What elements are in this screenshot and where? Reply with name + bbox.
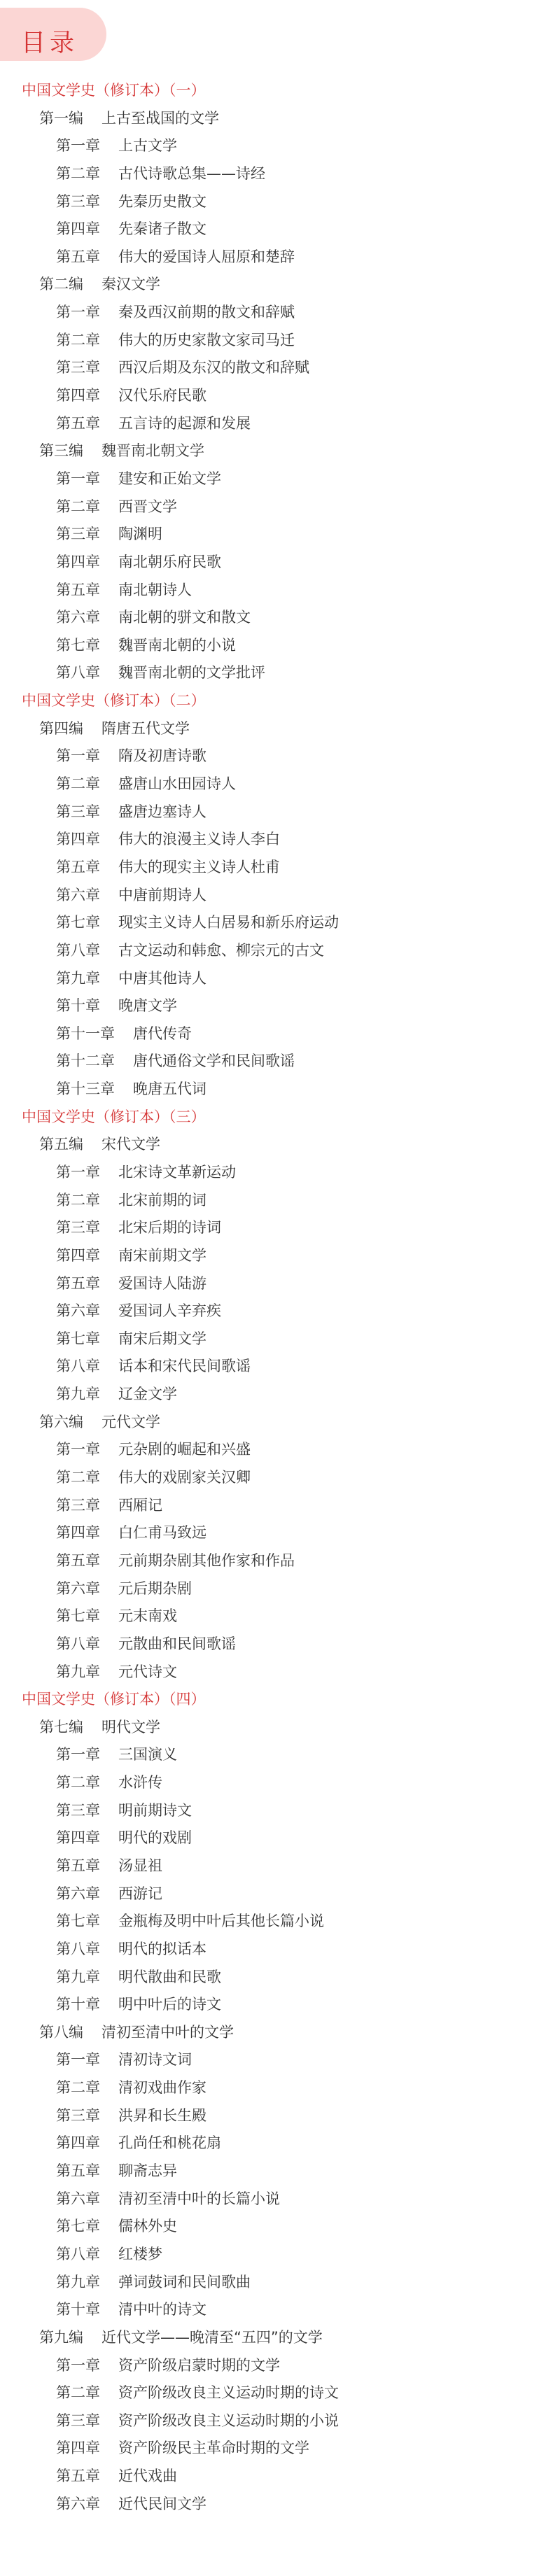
- toc-chapter-item[interactable]: [0, 1741, 553, 1769]
- toc-item-number: 第二章: [56, 1469, 100, 1486]
- toc-item-label: 明代的拟话本: [118, 1940, 206, 1957]
- toc-item-number: 第一编: [39, 109, 83, 127]
- toc-chapter-item[interactable]: [0, 826, 553, 854]
- toc-item-label: 元末南戏: [118, 1607, 177, 1625]
- toc-item-label: 唐代通俗文学和民间歌谣: [133, 1053, 295, 1070]
- toc-item-label: 孔尚任和桃花扇: [118, 2134, 221, 2152]
- toc-item-label: 中国文学史（修订本）（一）: [22, 82, 206, 99]
- toc-item-label: 汉代乐府民歌: [118, 387, 206, 404]
- toc-item-number: 第十章: [56, 2301, 100, 2318]
- toc-chapter-item[interactable]: [0, 1547, 553, 1575]
- toc-chapter-item[interactable]: [0, 327, 553, 355]
- toc-chapter-item[interactable]: [0, 1575, 553, 1603]
- toc-item-number: 第七章: [56, 1913, 100, 1930]
- toc-item-number: 第四章: [56, 220, 100, 238]
- toc-item-number: 第四章: [56, 1246, 100, 1264]
- toc-item-number: 第五章: [56, 248, 100, 265]
- toc-item-label: 资产阶级民主革命时期的文学: [118, 2440, 309, 2457]
- toc-chapter-item[interactable]: [0, 1659, 553, 1687]
- toc-item-number: 第五章: [56, 414, 100, 432]
- toc-item-number: 第三章: [56, 1801, 100, 1819]
- toc-item-label: 西汉后期及东汉的散文和辞赋: [118, 359, 309, 376]
- toc-item-number: 第三章: [56, 1219, 100, 1237]
- toc-item-label: 汤显祖: [118, 1857, 162, 1874]
- toc-item-label: 隋唐五代文学: [102, 719, 190, 737]
- toc-chapter-item[interactable]: [0, 1519, 553, 1547]
- toc-chapter-item[interactable]: [0, 2407, 553, 2435]
- toc-item-label: 明代的戏剧: [118, 1829, 192, 1847]
- toc-item-label: 南北朝乐府民歌: [118, 553, 221, 570]
- toc-item-number: 第八章: [56, 1358, 100, 1375]
- toc-item-number: 第一章: [56, 470, 100, 487]
- toc-item-number: 第四章: [56, 2440, 100, 2457]
- toc-item-label: 伟大的历史家散文家司马迁: [118, 331, 295, 349]
- toc-item-number: 第七章: [56, 914, 100, 931]
- toc-item-label: 上古文学: [118, 137, 177, 155]
- toc-item-label: 中唐前期诗人: [118, 886, 206, 903]
- toc-item-label: 伟大的浪漫主义诗人李白: [118, 831, 280, 848]
- toc-item-label: 清中叶的诗文: [118, 2301, 206, 2318]
- toc-chapter-item[interactable]: [0, 2269, 553, 2297]
- toc-chapter-item[interactable]: [0, 742, 553, 770]
- toc-chapter-item[interactable]: [0, 2491, 553, 2519]
- toc-chapter-item[interactable]: [0, 1436, 553, 1464]
- toc-chapter-item[interactable]: [0, 1797, 553, 1825]
- toc-chapter-item[interactable]: [0, 798, 553, 826]
- toc-item-label: 魏晋南北朝文学: [102, 442, 204, 460]
- toc-item-label: 伟大的现实主义诗人杜甫: [118, 858, 280, 875]
- toc-item-number: 第一章: [56, 1746, 100, 1764]
- toc-chapter-item[interactable]: [0, 2186, 553, 2213]
- toc-item-label: 南宋后期文学: [118, 1330, 206, 1347]
- toc-item-number: 第二章: [56, 1774, 100, 1792]
- toc-item-label: 近代民间文学: [118, 2495, 206, 2512]
- toc-item-label: 秦汉文学: [102, 276, 160, 293]
- toc-item-label: 明前期诗文: [118, 1801, 192, 1819]
- toc-item-number: 第九章: [56, 969, 100, 987]
- toc-item-number: 第八章: [56, 941, 100, 959]
- toc-item-number: 第三章: [56, 1496, 100, 1514]
- toc-item-label: 古代诗歌总集——诗经: [118, 164, 265, 182]
- toc-chapter-item[interactable]: [0, 770, 553, 798]
- toc-item-label: 清初至清中叶的文学: [102, 2023, 234, 2041]
- toc-item-number: 第二章: [56, 775, 100, 793]
- toc-item-label: 清初戏曲作家: [118, 2079, 206, 2097]
- toc-chapter-item[interactable]: [0, 2074, 553, 2102]
- table-of-contents: [0, 77, 553, 2518]
- toc-item-number: 第一章: [56, 747, 100, 765]
- toc-item-number: 第三编: [39, 442, 83, 460]
- toc-item-number: 第二章: [56, 331, 100, 349]
- toc-chapter-item[interactable]: [0, 382, 553, 410]
- toc-item-label: 隋及初唐诗歌: [118, 747, 206, 765]
- toc-item-number: 第一章: [56, 137, 100, 155]
- toc-item-label: 中国文学史（修订本）（三）: [22, 1108, 206, 1125]
- toc-header: [0, 8, 106, 61]
- toc-chapter-item[interactable]: [0, 1270, 553, 1298]
- toc-item-number: 第七编: [39, 1718, 83, 1736]
- toc-chapter-item[interactable]: [0, 465, 553, 493]
- toc-chapter-item[interactable]: [0, 1020, 553, 1048]
- toc-item-number: 第十章: [56, 1996, 100, 2013]
- toc-chapter-item[interactable]: [0, 2241, 553, 2269]
- toc-chapter-item[interactable]: [0, 1297, 553, 1325]
- toc-item-label: 西游记: [118, 1885, 162, 1902]
- toc-item-number: 第二章: [56, 2384, 100, 2402]
- toc-item-number: 第三章: [56, 803, 100, 820]
- toc-item-number: 第三章: [56, 2412, 100, 2429]
- toc-item-label: 元散曲和民间歌谣: [118, 1635, 236, 1652]
- toc-chapter-item[interactable]: [0, 216, 553, 244]
- toc-item-number: 第九编: [39, 2328, 83, 2346]
- toc-item-number: 第七章: [56, 636, 100, 654]
- toc-item-label: 元代文学: [102, 1413, 160, 1430]
- toc-item-number: 第八章: [56, 1940, 100, 1957]
- toc-item-label: 中国文学史（修订本）（二）: [22, 692, 206, 710]
- toc-item-number: 第一章: [56, 304, 100, 321]
- toc-item-label: 晚唐五代词: [133, 1081, 206, 1098]
- toc-chapter-item[interactable]: [0, 1824, 553, 1852]
- toc-item-label: 洪昇和长生殿: [118, 2106, 206, 2124]
- toc-item-number: 第五章: [56, 858, 100, 875]
- toc-item-number: 第三章: [56, 192, 100, 210]
- toc-part-item[interactable]: [0, 1131, 553, 1159]
- toc-chapter-item[interactable]: [0, 2435, 553, 2463]
- toc-item-label: 南宋前期文学: [118, 1246, 206, 1264]
- toc-item-number: 第十二章: [56, 1053, 115, 1070]
- toc-item-label: 爱国词人辛弃疾: [118, 1302, 221, 1320]
- toc-item-number: 第六章: [56, 1579, 100, 1597]
- toc-item-number: 第四章: [56, 2134, 100, 2152]
- toc-item-label: 现实主义诗人白居易和新乐府运动: [118, 914, 339, 931]
- toc-item-number: 第六章: [56, 2190, 100, 2207]
- toc-item-label: 近代文学——晚清至“五四”的文学: [102, 2328, 323, 2346]
- toc-chapter-item[interactable]: [0, 1631, 553, 1659]
- toc-chapter-item[interactable]: [0, 659, 553, 687]
- toc-item-label: 盛唐边塞诗人: [118, 803, 206, 820]
- toc-part-item[interactable]: [0, 271, 553, 299]
- toc-item-number: 第九章: [56, 1386, 100, 1403]
- toc-item-number: 第五章: [56, 2468, 100, 2485]
- toc-item-label: 中国文学史（修订本）（四）: [22, 1691, 206, 1708]
- toc-chapter-item[interactable]: [0, 132, 553, 160]
- toc-chapter-item[interactable]: [0, 1880, 553, 1908]
- toc-item-number: 第五章: [56, 1274, 100, 1292]
- toc-item-number: 第一章: [56, 2356, 100, 2374]
- toc-item-label: 陶渊明: [118, 526, 162, 543]
- toc-item-number: 第五章: [56, 1551, 100, 1569]
- toc-part-item[interactable]: [0, 715, 553, 743]
- toc-chapter-item[interactable]: [0, 1076, 553, 1104]
- toc-item-label: 盛唐山水田园诗人: [118, 775, 236, 793]
- toc-chapter-item[interactable]: [0, 1381, 553, 1409]
- toc-chapter-item[interactable]: [0, 299, 553, 327]
- toc-item-number: 第十章: [56, 997, 100, 1015]
- toc-chapter-item[interactable]: [0, 160, 553, 188]
- toc-item-number: 第六章: [56, 1885, 100, 1902]
- toc-item-label: 儒林外史: [118, 2218, 177, 2235]
- toc-item-label: 元代诗文: [118, 1663, 177, 1680]
- toc-item-number: 第七章: [56, 1330, 100, 1347]
- toc-chapter-item[interactable]: [0, 909, 553, 937]
- toc-chapter-item[interactable]: [0, 1159, 553, 1187]
- toc-item-number: 第一章: [56, 1163, 100, 1181]
- toc-chapter-item[interactable]: [0, 2158, 553, 2186]
- toc-item-number: 第八编: [39, 2023, 83, 2041]
- toc-volume-item[interactable]: [0, 687, 553, 715]
- toc-chapter-item[interactable]: [0, 577, 553, 605]
- toc-chapter-item[interactable]: [0, 1908, 553, 1936]
- toc-item-label: 元杂剧的崛起和兴盛: [118, 1441, 251, 1458]
- toc-item-number: 第二章: [56, 498, 100, 515]
- toc-chapter-item[interactable]: [0, 244, 553, 272]
- toc-item-label: 爱国诗人陆游: [118, 1274, 206, 1292]
- toc-item-label: 红楼梦: [118, 2245, 162, 2262]
- toc-chapter-item[interactable]: [0, 1936, 553, 1964]
- toc-chapter-item[interactable]: [0, 632, 553, 660]
- toc-chapter-item[interactable]: [0, 854, 553, 882]
- toc-chapter-item[interactable]: [0, 2463, 553, 2491]
- toc-item-number: 第五编: [39, 1136, 83, 1153]
- toc-item-label: 明代散曲和民歌: [118, 1968, 221, 1985]
- toc-title: 目录: [21, 29, 79, 57]
- toc-volume-item[interactable]: [0, 1104, 553, 1132]
- toc-item-label: 明代文学: [102, 1718, 160, 1736]
- toc-part-item[interactable]: [0, 2324, 553, 2352]
- toc-chapter-item[interactable]: [0, 2130, 553, 2158]
- toc-item-label: 话本和宋代民间歌谣: [118, 1358, 251, 1375]
- toc-chapter-item[interactable]: [0, 1492, 553, 1520]
- toc-item-number: 第二章: [56, 164, 100, 182]
- toc-item-number: 第九章: [56, 1968, 100, 1985]
- toc-item-number: 第四章: [56, 1524, 100, 1542]
- toc-item-number: 第五章: [56, 2162, 100, 2180]
- toc-part-item[interactable]: [0, 437, 553, 465]
- toc-chapter-item[interactable]: [0, 1187, 553, 1215]
- toc-item-label: 魏晋南北朝的文学批评: [118, 664, 265, 682]
- toc-item-label: 秦及西汉前期的散文和辞赋: [118, 304, 295, 321]
- toc-item-label: 上古至战国的文学: [102, 109, 219, 127]
- toc-item-label: 辽金文学: [118, 1386, 177, 1403]
- toc-chapter-item[interactable]: [0, 2352, 553, 2380]
- toc-item-label: 古文运动和韩愈、柳宗元的古文: [118, 941, 324, 959]
- toc-item-number: 第一章: [56, 1441, 100, 1458]
- toc-item-label: 唐代传奇: [133, 1025, 192, 1042]
- toc-part-item[interactable]: [0, 1714, 553, 1742]
- toc-item-label: 伟大的爱国诗人屈原和楚辞: [118, 248, 295, 265]
- toc-chapter-item[interactable]: [0, 882, 553, 910]
- toc-item-label: 五言诗的起源和发展: [118, 414, 251, 432]
- toc-chapter-item[interactable]: [0, 1464, 553, 1492]
- toc-item-number: 第八章: [56, 1635, 100, 1652]
- toc-chapter-item[interactable]: [0, 604, 553, 632]
- toc-chapter-item[interactable]: [0, 188, 553, 216]
- toc-item-number: 第二章: [56, 2079, 100, 2097]
- toc-item-label: 中唐其他诗人: [118, 969, 206, 987]
- toc-chapter-item[interactable]: [0, 1603, 553, 1631]
- toc-item-number: 第九章: [56, 1663, 100, 1680]
- toc-item-number: 第五章: [56, 1857, 100, 1874]
- toc-chapter-item[interactable]: [0, 410, 553, 438]
- toc-item-label: 先秦历史散文: [118, 192, 206, 210]
- toc-chapter-item[interactable]: [0, 1048, 553, 1076]
- toc-chapter-item[interactable]: [0, 2379, 553, 2407]
- toc-item-label: 晚唐文学: [118, 997, 177, 1015]
- toc-chapter-item[interactable]: [0, 2296, 553, 2324]
- toc-item-number: 第四编: [39, 719, 83, 737]
- toc-chapter-item[interactable]: [0, 992, 553, 1020]
- toc-chapter-item[interactable]: [0, 1325, 553, 1353]
- toc-chapter-item[interactable]: [0, 2046, 553, 2074]
- toc-item-number: 第八章: [56, 664, 100, 682]
- toc-volume-item[interactable]: [0, 1686, 553, 1714]
- toc-item-label: 先秦诸子散文: [118, 220, 206, 238]
- toc-chapter-item[interactable]: [0, 1991, 553, 2019]
- toc-item-label: 北宋后期的诗词: [118, 1219, 221, 1237]
- toc-item-label: 聊斋志异: [118, 2162, 177, 2180]
- toc-item-number: 第四章: [56, 1829, 100, 1847]
- toc-item-number: 第五章: [56, 581, 100, 598]
- toc-item-number: 第七章: [56, 1607, 100, 1625]
- toc-chapter-item[interactable]: [0, 1353, 553, 1381]
- toc-chapter-item[interactable]: [0, 2102, 553, 2130]
- toc-item-label: 水浒传: [118, 1774, 162, 1792]
- toc-item-label: 西晋文学: [118, 498, 177, 515]
- toc-item-number: 第六编: [39, 1413, 83, 1430]
- toc-item-number: 第十三章: [56, 1081, 115, 1098]
- toc-item-number: 第三章: [56, 2106, 100, 2124]
- toc-item-number: 第四章: [56, 387, 100, 404]
- toc-chapter-item[interactable]: [0, 937, 553, 965]
- toc-item-number: 第六章: [56, 2495, 100, 2512]
- toc-item-label: 魏晋南北朝的小说: [118, 636, 236, 654]
- toc-item-label: 南北朝的骈文和散文: [118, 609, 251, 626]
- toc-item-label: 元前期杂剧其他作家和作品: [118, 1551, 295, 1569]
- toc-item-label: 清初至清中叶的长篇小说: [118, 2190, 280, 2207]
- toc-item-label: 西厢记: [118, 1496, 162, 1514]
- toc-item-number: 第七章: [56, 2218, 100, 2235]
- toc-chapter-item[interactable]: [0, 493, 553, 521]
- toc-chapter-item[interactable]: [0, 521, 553, 549]
- toc-chapter-item[interactable]: [0, 549, 553, 577]
- toc-item-number: 第二编: [39, 276, 83, 293]
- toc-item-label: 南北朝诗人: [118, 581, 192, 598]
- toc-item-number: 第四章: [56, 831, 100, 848]
- toc-part-item[interactable]: [0, 2019, 553, 2047]
- toc-item-label: 近代戏曲: [118, 2468, 177, 2485]
- toc-item-number: 第六章: [56, 886, 100, 903]
- toc-item-label: 清初诗文词: [118, 2051, 192, 2069]
- toc-item-label: 资产阶级启蒙时期的文学: [118, 2356, 280, 2374]
- toc-chapter-item[interactable]: [0, 2213, 553, 2241]
- toc-item-label: 三国演义: [118, 1746, 177, 1764]
- toc-volume-item[interactable]: [0, 77, 553, 105]
- toc-item-number: 第八章: [56, 2245, 100, 2262]
- toc-item-label: 白仁甫马致远: [118, 1524, 206, 1542]
- toc-item-number: 第三章: [56, 359, 100, 376]
- toc-item-number: 第三章: [56, 526, 100, 543]
- toc-part-item[interactable]: [0, 105, 553, 133]
- toc-chapter-item[interactable]: [0, 965, 553, 993]
- toc-item-label: 宋代文学: [102, 1136, 160, 1153]
- toc-item-number: 第六章: [56, 609, 100, 626]
- toc-item-number: 第二章: [56, 1191, 100, 1209]
- toc-part-item[interactable]: [0, 1409, 553, 1437]
- toc-chapter-item[interactable]: [0, 1214, 553, 1242]
- toc-item-label: 资产阶级改良主义运动时期的诗文: [118, 2384, 339, 2402]
- toc-chapter-item[interactable]: [0, 1769, 553, 1797]
- toc-chapter-item[interactable]: [0, 1242, 553, 1270]
- toc-item-number: 第九章: [56, 2273, 100, 2290]
- toc-chapter-item[interactable]: [0, 1852, 553, 1880]
- toc-item-label: 元后期杂剧: [118, 1579, 192, 1597]
- toc-item-label: 资产阶级改良主义运动时期的小说: [118, 2412, 339, 2429]
- toc-item-label: 明中叶后的诗文: [118, 1996, 221, 2013]
- toc-item-label: 北宋前期的词: [118, 1191, 206, 1209]
- toc-item-label: 伟大的戏剧家关汉卿: [118, 1469, 251, 1486]
- toc-item-number: 第一章: [56, 2051, 100, 2069]
- toc-item-label: 弹词鼓词和民间歌曲: [118, 2273, 251, 2290]
- toc-item-number: 第四章: [56, 553, 100, 570]
- toc-item-label: 金瓶梅及明中叶后其他长篇小说: [118, 1913, 324, 1930]
- toc-chapter-item[interactable]: [0, 1964, 553, 1992]
- toc-item-number: 第六章: [56, 1302, 100, 1320]
- toc-item-label: 建安和正始文学: [118, 470, 221, 487]
- toc-chapter-item[interactable]: [0, 354, 553, 382]
- toc-item-number: 第十一章: [56, 1025, 115, 1042]
- toc-item-label: 北宋诗文革新运动: [118, 1163, 236, 1181]
